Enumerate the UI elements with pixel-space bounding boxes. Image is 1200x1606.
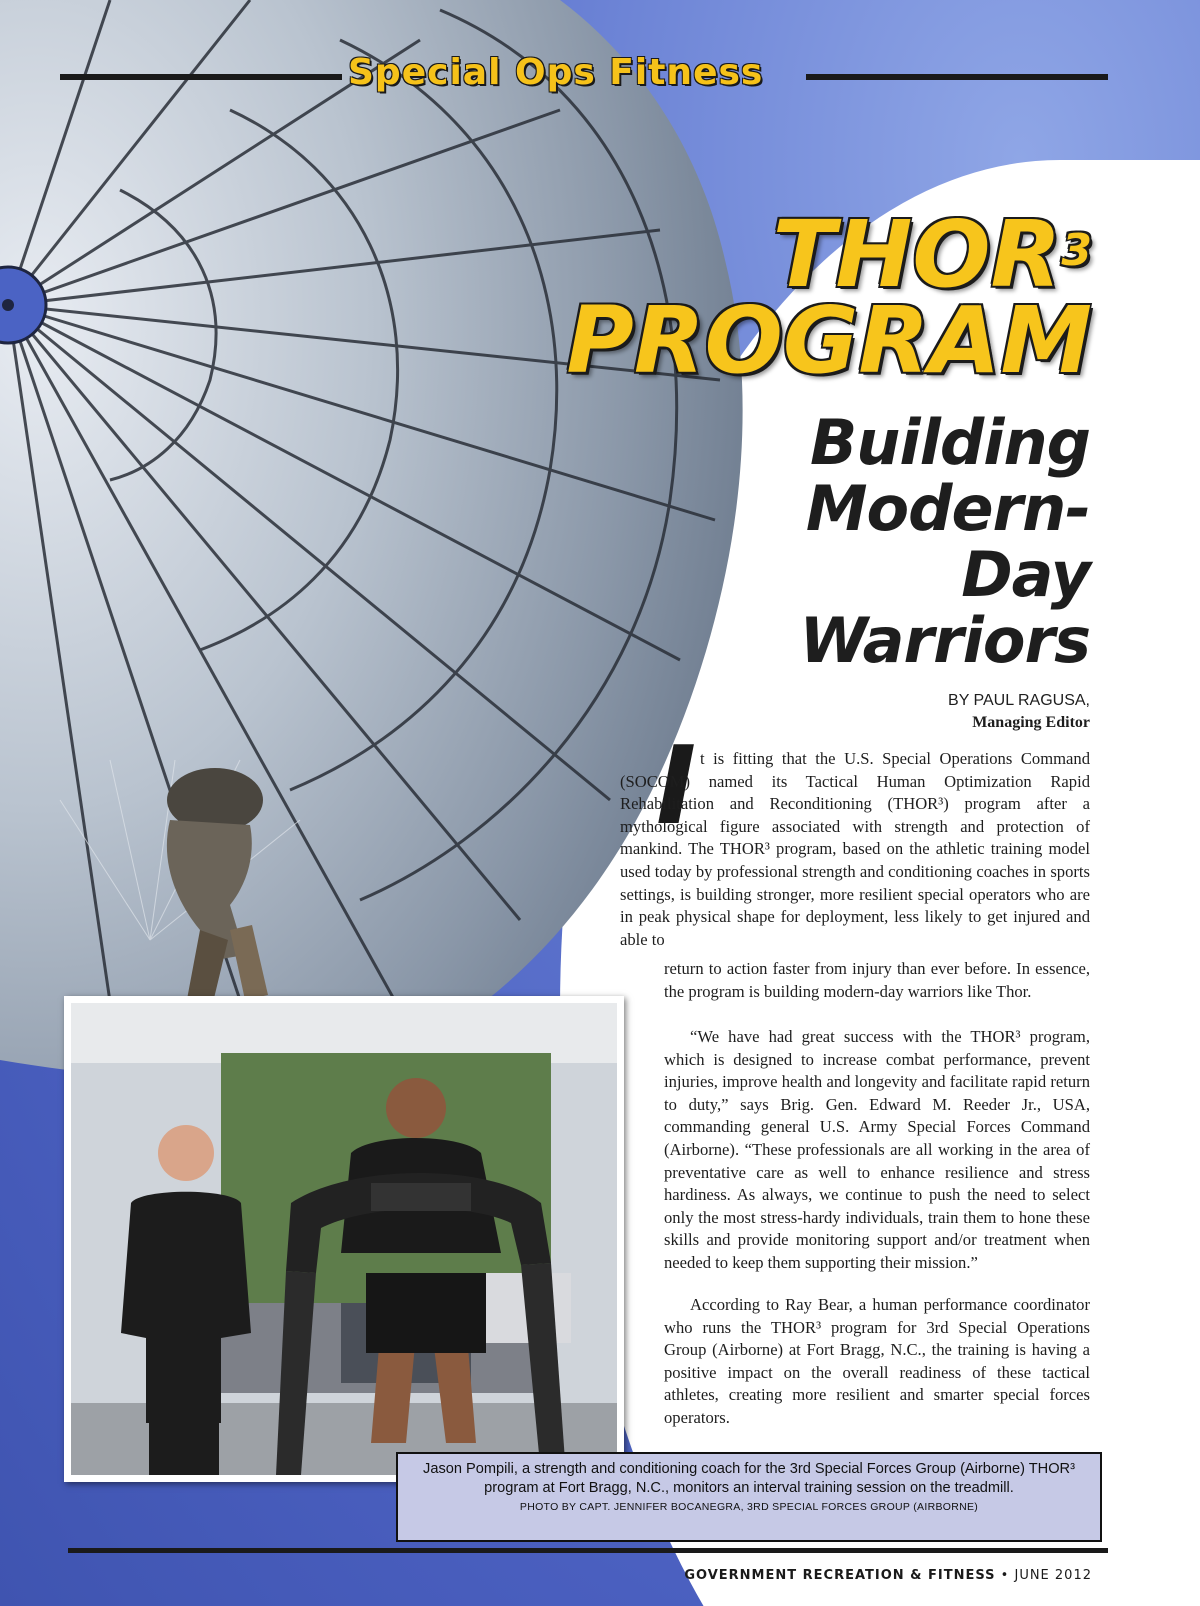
paragraph-2: “We have had great success with the THOR³ program, which is designed to increase combat performance, prevent injuries, improve health and longevity and facilitate rapid return to duty,” says Brig. Gen. Edward M. Reeder Jr., USA, commanding general U.S. Army Special Forces Command (Airborne). “These professionals are all working in the area of preventative care as well to enhance resilience and stress hardiness. As always, we continue to push the need to select only the most stress-hardy individuals, train them to hone these skills and provide monitoring support and/or treatment when needed to keep them supporting their mission.” (664, 1027, 1090, 1272)
footer-separator: • (1000, 1568, 1010, 1583)
title-program: PROGRAM (566, 287, 1092, 394)
byline-author: BY PAUL RAGUSA, (948, 692, 1090, 709)
subtitle-line-4: Warriors (799, 604, 1090, 677)
photo-credit: PHOTO BY CAPT. JENNIFER BOCANEGRA, 3RD SPECIAL FORCES GROUP (AIRBORNE) (519, 1501, 979, 1513)
drop-cap: I (656, 724, 697, 849)
byline (948, 690, 1090, 734)
title-thor: THOR (772, 201, 1062, 308)
caption-text: Jason Pompili, a strength and conditioning coach for the 3rd Special Forces Group (Airborne) THOR³ program at Fort Bragg, N.C., monitors an interval training session on the treadmill. (423, 1461, 1075, 1496)
treadmill-photo (71, 1003, 617, 1475)
byline-role: Managing Editor (972, 714, 1090, 731)
article-subtitle (799, 406, 1091, 677)
subtitle-line-1: Building (809, 406, 1090, 479)
paragraph-3: According to Ray Bear, a human performance coordinator who runs the THOR³ program for 3rd Special Operations Group (Airborne) at Fort Bragg, N.C., the training is having a positive impact on the overall readiness of these tactical athletes, creating more resilient and smarter special forces operators. (664, 1295, 1090, 1427)
footer-rule (68, 1548, 1108, 1553)
title-superscript: 3 (1061, 225, 1092, 276)
section-title: Special Ops Fitness (348, 52, 764, 93)
paragraph-1: t is fitting that the U.S. Special Operations Command (SOCOM) named its Tactical Human Optimization Rapid Rehabilitation and Reconditioning (THOR³) program after a mythological figure associated with strength and protection of mankind. The THOR³ program, based on the athletic training model used today by professional strength and conditioning coaches in sports settings, is building stronger, more resilient special operators who are in peak physical shape for deployment, less likely to get injured and able to (620, 749, 1090, 949)
subtitle-line-3: Day (961, 538, 1090, 611)
header-rule-right (806, 74, 1108, 80)
subtitle-line-2: Modern- (805, 472, 1090, 545)
footer-publication: GOVERNMENT RECREATION & FITNESS (684, 1568, 996, 1583)
footer-issue: JUNE 2012 (1014, 1568, 1092, 1583)
header-rule-left (60, 74, 342, 80)
photo-caption (396, 1452, 1102, 1542)
article-title (566, 201, 1092, 394)
paragraph-1-continued: return to action faster from injury than ever before. In essence, the program is building modern-day warriors like Thor. (664, 959, 1090, 1001)
photo-frame (64, 996, 624, 1482)
page-footer (684, 1568, 1092, 1583)
